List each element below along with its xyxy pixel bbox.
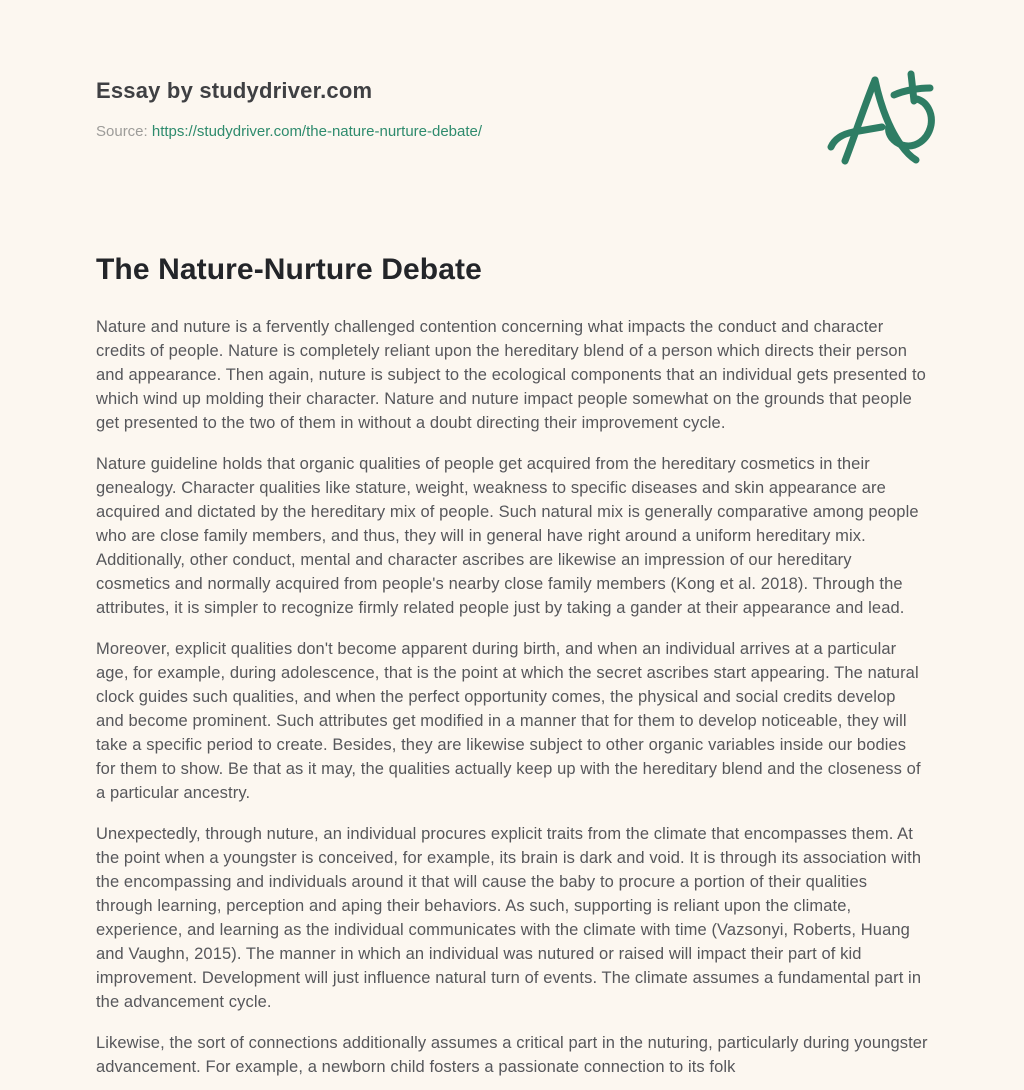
essay-paragraph-2: Nature guideline holds that organic qualities of people get acquired from the hereditary cosmetics in their genealogy. Character qualities like stature, weight, weakness to specific diseases and skin appearance are acquired and dictated by the hereditary mix of people. Such natural mix is generally comparative among people who are close family members, and thus, they will in general have right around a uniform hereditary mix. Additionally, other conduct, mental and character ascribes are likewise an impression of our hereditary cosmetics and normally acquired from people's nearby close family members (Kong et al. 2018). Through the attributes, it is simpler to recognize firmly related people just by taking a gander at their appearance and lead. xyxy=(96,455,919,617)
source-label: Source: xyxy=(96,123,148,140)
a-plus-logo-icon xyxy=(820,68,940,168)
source-line xyxy=(96,124,928,140)
essay-paragraph-4: Unexpectedly, through nuture, an individual procures explicit traits from the climate that encompasses them. At the point when a youngster is conceived, for example, its brain is dark and void. It is through its association with the encompassing and individuals around it that will cause the baby to procure a portion of their qualities through learning, perception and aping their behaviors. As such, supporting is reliant upon the climate, experience, and learning as the individual communicates with the climate with time (Vazsonyi, Roberts, Huang and Vaughn, 2015). The manner in which an individual was nutured or raised will impact their part of kid improvement. Development will just influence natural turn of events. The climate assumes a fundamental part in the advancement cycle. xyxy=(96,825,922,1011)
source-url-link[interactable]: https://studydriver.com/the-nature-nurture-debate/ xyxy=(151,123,483,140)
essay-paragraph-3: Moreover, explicit qualities don't become apparent during birth, and when an individual arrives at a particular age, for example, during adolescence, that is the point at which the secret ascribes start appearing. The natural clock guides such qualities, and when the perfect opportunity comes, the physical and social credits develop and become prominent. Such attributes get modified in a manner that for them to develop noticeable, they will take a specific period to create. Besides, they are likewise subject to other organic variables inside our bodies for them to show. Be that as it may, the qualities actually keep up with the hereditary blend and the closeness of a particular ancestry. xyxy=(96,640,921,802)
page-header-title: Essay by studydriver.com xyxy=(96,78,373,103)
essay-title: The Nature-Nurture Debate xyxy=(96,253,482,286)
essay-body xyxy=(96,315,928,1079)
essay-paragraph-1: Nature and nuture is a fervently challenged contention concerning what impacts the conduct and character credits of people. Nature is completely reliant upon the hereditary blend of a person which directs their person and appearance. Then again, nuture is subject to the ecological components that an individual gets presented to which wind up molding their character. Nature and nuture impact people somewhat on the grounds that people get presented to the two of them in without a doubt directing their improvement cycle. xyxy=(96,318,926,432)
essay-paragraph-5: Likewise, the sort of connections additionally assumes a critical part in the nuturing, particularly during youngster advancement. For example, a newborn child fosters a passionate connection to its folk xyxy=(96,1034,928,1076)
